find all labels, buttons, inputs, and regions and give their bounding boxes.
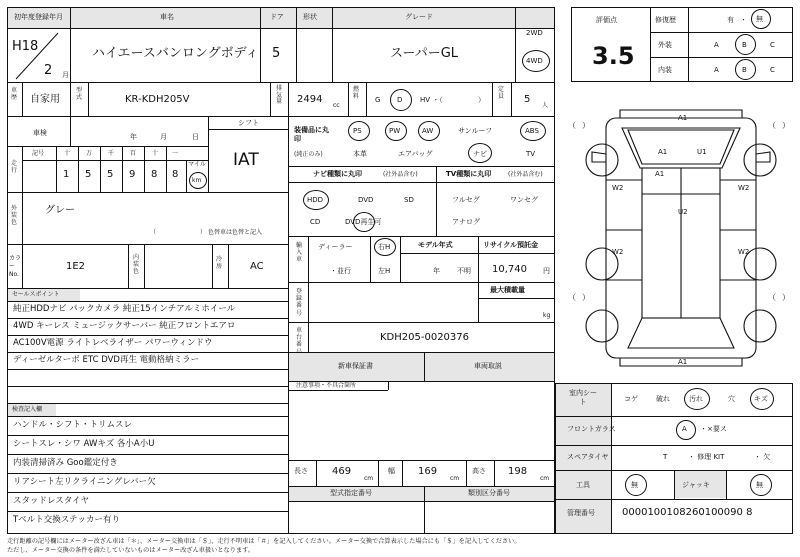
- equip-abs: ABS: [525, 127, 539, 135]
- svg-text:U2: U2: [678, 208, 688, 216]
- car-use-value: 自家用: [30, 94, 60, 105]
- exterior-c: C: [770, 41, 775, 49]
- equip-ps: PS: [353, 127, 362, 135]
- length-value: 469: [332, 466, 352, 477]
- inspection-line-0: ハンドル・シフト・トリムスレ: [13, 420, 133, 430]
- svg-text:W2: W2: [738, 184, 750, 192]
- recycle-label: リサイクル預託金: [483, 241, 539, 249]
- spare-repair-kit: ・ 修理 KIT: [688, 453, 725, 461]
- jack-none: 無: [756, 481, 763, 489]
- svg-text:W2: W2: [612, 248, 624, 256]
- digit-5: 8: [172, 169, 179, 180]
- seat-yabure: 破れ: [656, 395, 670, 403]
- seat-ana: 穴: [728, 395, 735, 403]
- height-value: 198: [508, 466, 528, 477]
- digit-4: 8: [151, 169, 158, 180]
- interior-color-label: 内装色: [133, 254, 140, 276]
- recycle-yen: 円: [543, 267, 550, 275]
- digit-label-3: 百: [130, 150, 137, 157]
- reg-month-value: 2: [44, 63, 53, 78]
- drive-2wd: 2WD: [526, 29, 543, 37]
- color-paren-close: ）: [200, 229, 207, 236]
- length-cm: cm: [364, 475, 374, 482]
- equipment-sub: (純正のみ): [294, 151, 323, 158]
- digit-label-4: 十: [152, 150, 159, 157]
- color-note: 色替車は色替と記入: [208, 229, 263, 236]
- inspection-line-4: スタッドレスタイヤ: [13, 496, 90, 506]
- svg-text:U1: U1: [697, 148, 707, 156]
- type-row-bg: [289, 487, 554, 501]
- interior-label: 内装: [658, 66, 672, 74]
- category-number: 類別区分番号: [468, 489, 510, 497]
- digit-label-2: 千: [108, 150, 115, 157]
- jack-label: ジャッキ: [682, 481, 710, 489]
- tv-oneseg: ワンセグ: [510, 196, 538, 204]
- door-value: 5: [272, 46, 281, 61]
- equip-tv: TV: [526, 150, 536, 158]
- inspection-line-2: 内装清掃済み Goo鑑定付き: [13, 458, 118, 468]
- interior-a: A: [714, 66, 719, 74]
- warranty-row-bg: [289, 353, 554, 381]
- repair-label: 修復歴: [655, 16, 676, 24]
- color-value: グレー: [45, 205, 75, 216]
- reg-no-label: 登録番号: [296, 288, 303, 317]
- caution-label: 注意事項・不具合箇所: [296, 382, 357, 389]
- reg-year-label: 初年度登録年月: [14, 13, 63, 21]
- fuel-close: ）: [478, 96, 485, 104]
- equip-leather: 本革: [353, 150, 367, 158]
- shaken-label: 車検: [33, 129, 47, 137]
- rating-label: 評価点: [596, 16, 617, 24]
- grade-label: グレード: [405, 13, 433, 21]
- equip-airbag: エアバッグ: [398, 150, 433, 158]
- color-no-label: カラーNo.: [9, 255, 22, 278]
- car-type-label: 車歴: [11, 87, 18, 101]
- digit-1: 5: [85, 169, 92, 180]
- spare-t: T: [663, 453, 668, 461]
- import-parallel: ・並行: [330, 267, 351, 275]
- recycle-value: 10,740: [492, 264, 527, 275]
- mileage-record-label: 記号: [32, 150, 45, 157]
- capacity-value: 5: [524, 94, 531, 105]
- fuel-d: D: [397, 96, 403, 104]
- chassis-value: KDH205-0020376: [380, 332, 470, 343]
- car-name-label: 車名: [160, 13, 174, 21]
- shift-value: IAT: [233, 150, 259, 170]
- digit-label-0: 十: [64, 150, 71, 157]
- management-value: 0000100108260100090 8: [622, 507, 753, 518]
- equip-pw: PW: [389, 127, 401, 135]
- car-diagram: [562, 104, 798, 374]
- svg-text:（: （: [768, 121, 776, 130]
- footer-line-1: 走行距離の記号欄にはメーター改ざん車は「＊」、メーター交換車は「＄」、走行不明車は「＃」を記入してください。メーター交換で合算表示した場合にも「＄」を記入してください。: [7, 538, 521, 545]
- seat-koge: コゲ: [624, 395, 638, 403]
- displacement-label: 排気量: [276, 85, 283, 106]
- svg-text:A1: A1: [655, 170, 665, 178]
- windshield-x: ・×要ス: [700, 425, 727, 433]
- windshield-a: A: [682, 425, 687, 433]
- height-cm: cm: [540, 475, 550, 482]
- digit-0: 1: [63, 169, 70, 180]
- sales-line-0: 純正HDDナビ パックカメラ 純正15インチアルミホイール: [13, 304, 236, 314]
- model-label: 型式: [76, 87, 83, 102]
- svg-text:）: ）: [582, 293, 590, 302]
- month-unit: 月: [62, 71, 69, 79]
- manual: 車両取説: [474, 362, 502, 370]
- width-cm: cm: [450, 475, 460, 482]
- capacity-unit: 人: [542, 102, 549, 109]
- navi-sub: (社外品含む): [383, 171, 418, 178]
- reg-year-value: H18: [12, 39, 39, 54]
- svg-text:A1: A1: [658, 148, 668, 156]
- door-label: ドア: [270, 13, 284, 21]
- management-label: 管理番号: [567, 509, 595, 517]
- tv-sub: (社外品含む): [508, 171, 543, 178]
- color-paren-open: （: [150, 229, 157, 236]
- model-year-unknown: 不明: [457, 267, 471, 275]
- repair-yes: 有: [727, 16, 734, 24]
- svg-text:（: （: [568, 293, 576, 302]
- grade-value: スーパーGL: [390, 46, 459, 61]
- digit-2: 5: [107, 169, 114, 180]
- repair-no: 無: [756, 15, 763, 23]
- exterior-a: A: [714, 41, 719, 49]
- length-label: 長さ: [294, 467, 308, 475]
- model-year-unit: 年: [433, 267, 440, 275]
- exterior-b: B: [742, 41, 747, 49]
- cc-unit: cc: [333, 102, 340, 109]
- drive-4wd: 4WD: [526, 57, 543, 65]
- shift-label: シフト: [238, 119, 259, 127]
- navi-dvd: DVD: [358, 196, 374, 204]
- tv-label: TV種類に丸印: [446, 170, 492, 178]
- type-designation: 型式指定番号: [330, 489, 372, 497]
- equip-aw: AW: [422, 127, 434, 135]
- tv-analog: アナログ: [452, 218, 480, 226]
- displacement-value: 2494: [297, 94, 323, 105]
- fuel-g: G: [375, 96, 381, 104]
- color-label: 外装色: [11, 205, 18, 227]
- svg-text:（: （: [568, 121, 576, 130]
- shape-label: 形状: [303, 13, 317, 21]
- width-value: 169: [418, 466, 438, 477]
- inspection-line-1: シートスレ・シワ AWキズ 各小A小U: [13, 439, 155, 449]
- navi-cd: CD: [310, 218, 321, 226]
- import-label: 輸入車: [296, 242, 303, 264]
- svg-text:）: ）: [582, 121, 590, 130]
- max-load-kg: kg: [543, 312, 551, 319]
- new-car-warranty: 新車保証書: [338, 362, 373, 370]
- shaken-day: 日: [192, 133, 199, 141]
- svg-text:）: ）: [782, 293, 790, 302]
- tv-fullseg: フルセグ: [452, 196, 480, 204]
- equip-sunroof: サンルーフ: [458, 127, 493, 135]
- shaken-month: 月: [160, 133, 167, 141]
- inspection-line-3: リアシート左リクライニングレバー欠: [13, 477, 156, 487]
- interior-b: B: [742, 66, 747, 74]
- repair-dot: ・: [740, 16, 747, 24]
- model-value: KR-KDH205V: [125, 94, 190, 105]
- windshield-label: フロントガラス: [567, 425, 616, 433]
- digit-label-5: 一: [172, 150, 179, 157]
- km-label: km: [192, 177, 202, 184]
- import-left-h: 左H: [378, 267, 391, 275]
- sales-label: セールスポイント: [12, 291, 60, 298]
- sales-line-3: ディーゼルターボ ETC DVD再生 電動格納ミラー: [13, 355, 200, 365]
- spare-tire-label: スペアタイヤ: [567, 453, 609, 461]
- svg-text:）: ）: [782, 121, 790, 130]
- chassis-label: 車台番: [296, 327, 303, 349]
- svg-text:W2: W2: [738, 248, 750, 256]
- model-year-label: モデル年式: [418, 241, 453, 249]
- navi-hdd: HDD: [307, 196, 324, 204]
- svg-text:A1: A1: [678, 114, 688, 122]
- fuel-label: 燃料: [353, 86, 360, 101]
- svg-text:A1: A1: [678, 358, 688, 366]
- equip-navi: ナビ: [473, 150, 487, 158]
- interior-c: C: [770, 66, 775, 74]
- digit-3: 9: [129, 169, 136, 180]
- mileage-label: 走行: [11, 160, 18, 175]
- mile-label: マイル: [188, 161, 206, 168]
- navi-dvd-play: DVD再生可: [345, 218, 382, 226]
- sales-line-2: AC100V電源 ライトレベライザー パワーウィンドウ: [13, 338, 213, 348]
- svg-text:（: （: [768, 293, 776, 302]
- ac-value: AC: [250, 261, 264, 272]
- rating-value: 3.5: [592, 42, 635, 70]
- exterior-label: 外装: [658, 41, 672, 49]
- max-load-label: 最大積載量: [490, 286, 525, 294]
- car-name-value: ハイエースバンロングボディ: [92, 46, 259, 61]
- inspection-line-5: Tベルト交換ステッカー有り: [13, 515, 121, 525]
- digit-label-1: 万: [86, 150, 93, 157]
- ac-label: 冷房: [216, 256, 223, 271]
- capacity-label: 定員: [498, 86, 505, 101]
- width-label: 幅: [388, 467, 395, 475]
- navi-sd: SD: [404, 196, 414, 204]
- svg-text:W2: W2: [612, 184, 624, 192]
- sales-line-1: 4WD キーレス ミュージックサーバー 純正フロントエアロ: [13, 321, 236, 331]
- navi-label: ナビ種類に丸印: [313, 170, 362, 178]
- equipment-label: 装備品に丸印: [294, 126, 329, 144]
- inspection-label: 検査記入欄: [12, 406, 43, 413]
- tools-label: 工具: [576, 481, 590, 489]
- shaken-year: 年: [130, 133, 137, 141]
- import-dealer: ディーラー: [318, 243, 353, 251]
- footer-line-2: ただし、メーター交換の条件を満たしていないものはメーター改ざん車扱いとなります。: [7, 547, 255, 554]
- import-right-h: 右H: [378, 243, 391, 251]
- color-no-value: 1E2: [66, 261, 86, 272]
- seat-kizu: キズ: [754, 395, 768, 403]
- spare-missing: ・ 欠: [754, 453, 771, 461]
- fuel-hv: HV ・（: [420, 96, 443, 104]
- tools-none: 無: [631, 481, 638, 489]
- year-divider: [8, 29, 70, 82]
- height-label: 高さ: [472, 467, 486, 475]
- seat-yogore: 汚れ: [689, 395, 703, 403]
- interior-seat-label: 室内シート: [569, 389, 597, 407]
